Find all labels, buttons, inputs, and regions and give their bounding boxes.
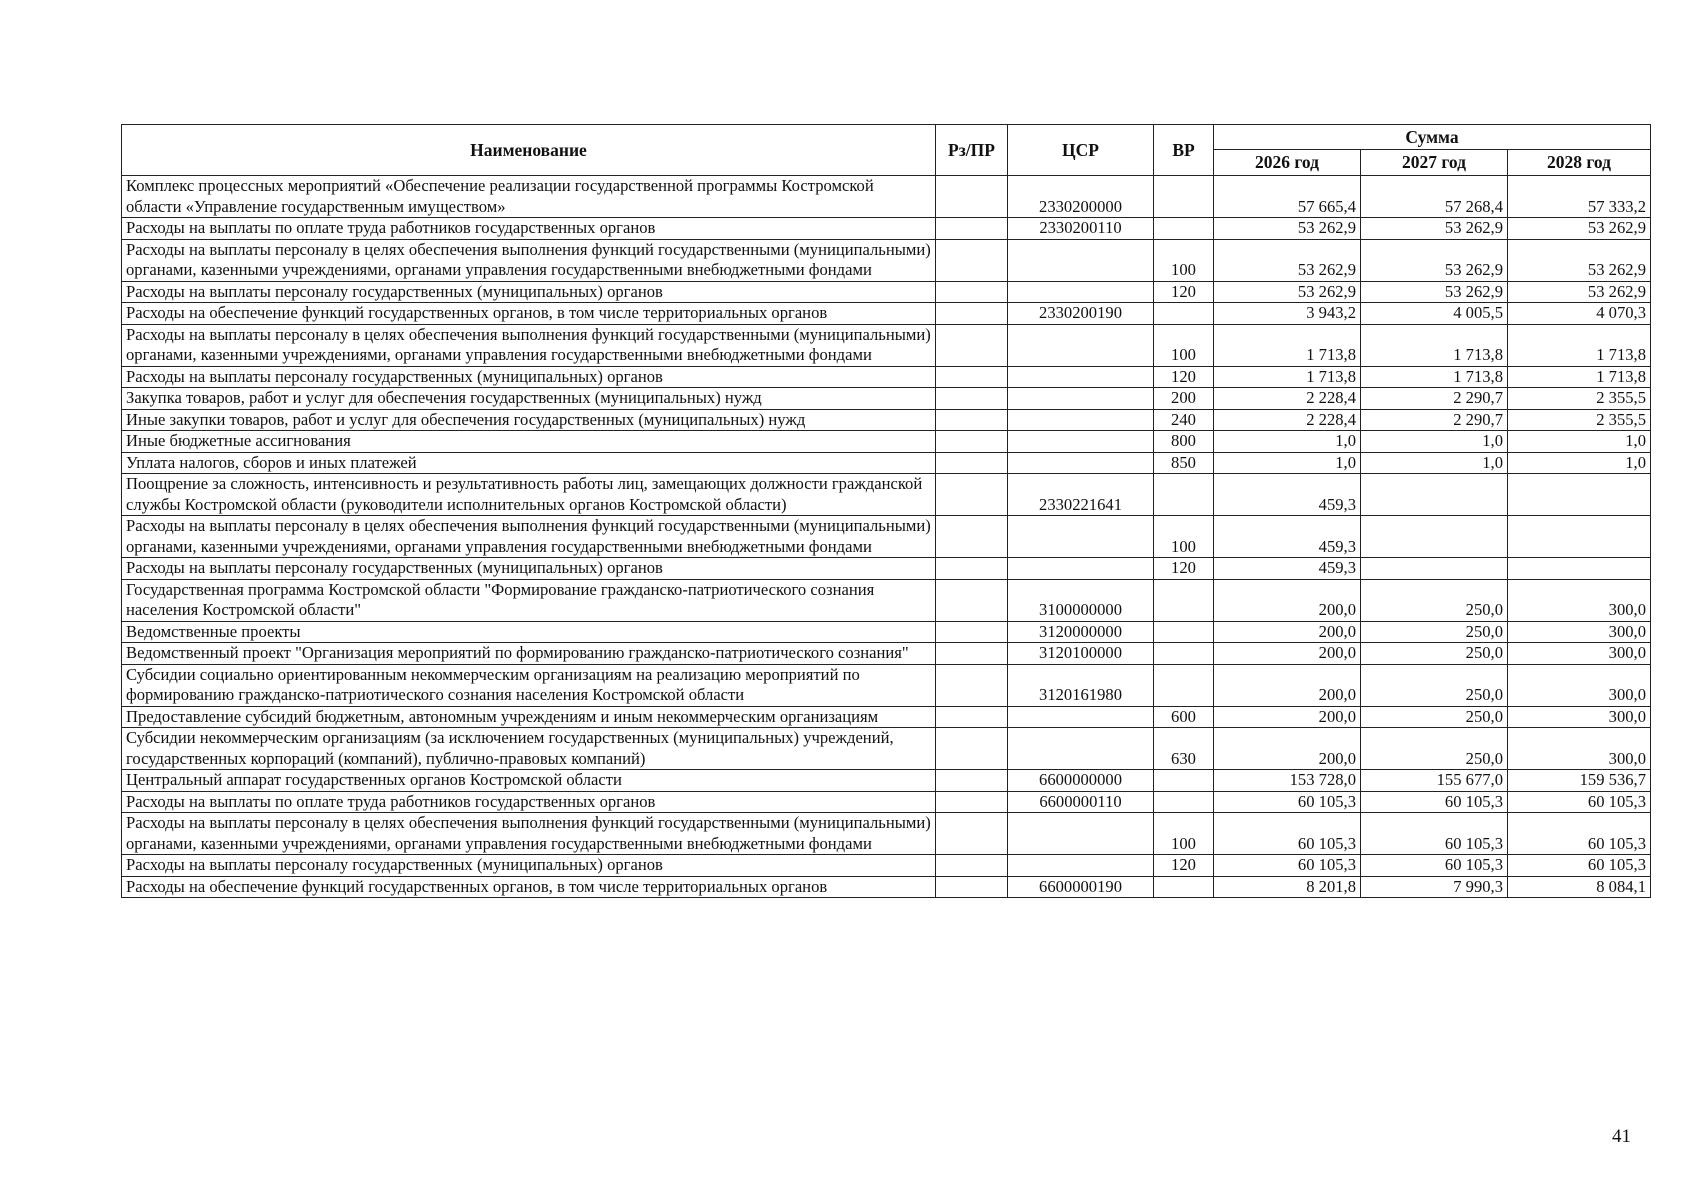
table-row <box>122 770 1651 792</box>
cell-vr <box>1154 643 1214 665</box>
cell-name: Расходы на выплаты персоналу государственных (муниципальных) органов <box>122 366 936 388</box>
cell-name: Уплата налогов, сборов и иных платежей <box>122 452 936 474</box>
cell-s2028: 300,0 <box>1508 643 1651 665</box>
table-row <box>122 579 1651 621</box>
table-row <box>122 643 1651 665</box>
cell-s2028: 300,0 <box>1508 621 1651 643</box>
cell-s2028: 300,0 <box>1508 728 1651 770</box>
table-row <box>122 452 1651 474</box>
cell-name: Расходы на обеспечение функций государственных органов, в том числе территориальных органов <box>122 876 936 898</box>
cell-name: Закупка товаров, работ и услуг для обеспечения государственных (муниципальных) нужд <box>122 388 936 410</box>
cell-s2027 <box>1361 474 1508 516</box>
cell-name: Центральный аппарат государственных органов Костромской области <box>122 770 936 792</box>
table-row <box>122 431 1651 453</box>
table-row <box>122 516 1651 558</box>
cell-csr: 6600000110 <box>1008 791 1154 813</box>
cell-name: Субсидии некоммерческим организациям (за исключением государственных (муниципальных) учреждений, государственных корпораций (компаний), публично-правовых компаний) <box>122 728 936 770</box>
cell-s2027: 60 105,3 <box>1361 791 1508 813</box>
cell-s2027: 250,0 <box>1361 664 1508 706</box>
cell-vr: 630 <box>1154 728 1214 770</box>
cell-name: Иные закупки товаров, работ и услуг для обеспечения государственных (муниципальных) нужд <box>122 409 936 431</box>
cell-s2027: 2 290,7 <box>1361 388 1508 410</box>
cell-name: Расходы на выплаты по оплате труда работников государственных органов <box>122 791 936 813</box>
cell-name: Расходы на выплаты персоналу государственных (муниципальных) органов <box>122 855 936 877</box>
cell-name: Расходы на выплаты персоналу в целях обеспечения выполнения функций государственными (муниципальными) органами, казенными учреждениями, органами управления государственными внебюджетными фондами <box>122 516 936 558</box>
cell-s2027: 250,0 <box>1361 643 1508 665</box>
cell-csr: 2330200110 <box>1008 218 1154 240</box>
cell-vr <box>1154 474 1214 516</box>
table-row <box>122 239 1651 281</box>
col-header-2028: 2028 год <box>1508 150 1651 176</box>
table-row <box>122 474 1651 516</box>
cell-s2027: 53 262,9 <box>1361 239 1508 281</box>
cell-name: Расходы на выплаты персоналу государственных (муниципальных) органов <box>122 558 936 580</box>
cell-s2028 <box>1508 474 1651 516</box>
cell-s2026: 459,3 <box>1214 558 1361 580</box>
cell-s2026: 1,0 <box>1214 431 1361 453</box>
cell-csr <box>1008 281 1154 303</box>
cell-s2028: 159 536,7 <box>1508 770 1651 792</box>
cell-vr: 120 <box>1154 281 1214 303</box>
cell-rzpr <box>936 409 1008 431</box>
cell-vr: 600 <box>1154 706 1214 728</box>
table-row <box>122 876 1651 898</box>
cell-rzpr <box>936 281 1008 303</box>
cell-rzpr <box>936 664 1008 706</box>
cell-vr <box>1154 770 1214 792</box>
cell-csr: 6600000000 <box>1008 770 1154 792</box>
cell-s2027: 7 990,3 <box>1361 876 1508 898</box>
cell-s2026: 60 105,3 <box>1214 855 1361 877</box>
cell-s2026: 53 262,9 <box>1214 239 1361 281</box>
cell-rzpr <box>936 558 1008 580</box>
cell-rzpr <box>936 388 1008 410</box>
col-header-csr: ЦСР <box>1008 125 1154 176</box>
cell-rzpr <box>936 431 1008 453</box>
cell-rzpr <box>936 516 1008 558</box>
cell-s2026: 2 228,4 <box>1214 388 1361 410</box>
cell-csr: 6600000190 <box>1008 876 1154 898</box>
cell-s2027: 1,0 <box>1361 431 1508 453</box>
table-row <box>122 324 1651 366</box>
col-header-rzpr: Рз/ПР <box>936 125 1008 176</box>
cell-rzpr <box>936 239 1008 281</box>
cell-vr <box>1154 876 1214 898</box>
cell-s2027: 1 713,8 <box>1361 366 1508 388</box>
cell-s2027: 1 713,8 <box>1361 324 1508 366</box>
cell-s2027: 60 105,3 <box>1361 813 1508 855</box>
cell-rzpr <box>936 579 1008 621</box>
cell-rzpr <box>936 324 1008 366</box>
cell-vr: 100 <box>1154 239 1214 281</box>
cell-csr <box>1008 728 1154 770</box>
cell-s2028: 1 713,8 <box>1508 366 1651 388</box>
cell-s2028: 300,0 <box>1508 579 1651 621</box>
cell-rzpr <box>936 876 1008 898</box>
cell-s2027: 4 005,5 <box>1361 303 1508 325</box>
cell-s2028: 300,0 <box>1508 706 1651 728</box>
cell-name: Расходы на выплаты персоналу государственных (муниципальных) органов <box>122 281 936 303</box>
cell-csr: 2330200000 <box>1008 176 1154 218</box>
cell-csr: 3120100000 <box>1008 643 1154 665</box>
cell-csr: 3120000000 <box>1008 621 1154 643</box>
cell-vr: 100 <box>1154 813 1214 855</box>
cell-csr: 3100000000 <box>1008 579 1154 621</box>
col-header-2026: 2026 год <box>1214 150 1361 176</box>
cell-rzpr <box>936 791 1008 813</box>
cell-csr <box>1008 452 1154 474</box>
cell-rzpr <box>936 770 1008 792</box>
cell-vr: 120 <box>1154 558 1214 580</box>
cell-s2026: 3 943,2 <box>1214 303 1361 325</box>
col-header-2027: 2027 год <box>1361 150 1508 176</box>
cell-vr <box>1154 579 1214 621</box>
cell-s2028: 2 355,5 <box>1508 388 1651 410</box>
col-header-sum: Сумма <box>1214 125 1651 150</box>
cell-name: Ведомственный проект "Организация мероприятий по формированию гражданско-патриотического сознания" <box>122 643 936 665</box>
cell-s2026: 1 713,8 <box>1214 324 1361 366</box>
cell-name: Ведомственные проекты <box>122 621 936 643</box>
cell-s2026: 2 228,4 <box>1214 409 1361 431</box>
table-row <box>122 813 1651 855</box>
cell-vr: 100 <box>1154 324 1214 366</box>
page-number: 41 <box>1612 1126 1631 1147</box>
cell-name: Иные бюджетные ассигнования <box>122 431 936 453</box>
cell-rzpr <box>936 474 1008 516</box>
cell-name: Расходы на выплаты по оплате труда работников государственных органов <box>122 218 936 240</box>
cell-s2027: 155 677,0 <box>1361 770 1508 792</box>
cell-vr: 100 <box>1154 516 1214 558</box>
cell-s2027: 250,0 <box>1361 579 1508 621</box>
budget-table <box>121 124 1651 898</box>
cell-csr <box>1008 855 1154 877</box>
cell-s2026: 200,0 <box>1214 579 1361 621</box>
cell-s2028: 1 713,8 <box>1508 324 1651 366</box>
cell-s2027: 53 262,9 <box>1361 281 1508 303</box>
cell-csr: 2330221641 <box>1008 474 1154 516</box>
cell-vr <box>1154 176 1214 218</box>
cell-vr: 120 <box>1154 855 1214 877</box>
table-row <box>122 706 1651 728</box>
cell-csr <box>1008 706 1154 728</box>
table-row <box>122 303 1651 325</box>
cell-vr: 120 <box>1154 366 1214 388</box>
cell-csr <box>1008 516 1154 558</box>
cell-csr <box>1008 324 1154 366</box>
cell-s2027 <box>1361 516 1508 558</box>
cell-rzpr <box>936 728 1008 770</box>
cell-s2026: 200,0 <box>1214 643 1361 665</box>
cell-s2026: 200,0 <box>1214 664 1361 706</box>
table-body <box>122 176 1651 898</box>
cell-vr <box>1154 303 1214 325</box>
cell-rzpr <box>936 813 1008 855</box>
cell-vr <box>1154 791 1214 813</box>
table-row <box>122 558 1651 580</box>
cell-s2027: 2 290,7 <box>1361 409 1508 431</box>
table-row <box>122 409 1651 431</box>
cell-name: Расходы на выплаты персоналу в целях обеспечения выполнения функций государственными (муниципальными) органами, казенными учреждениями, органами управления государственными внебюджетными фондами <box>122 239 936 281</box>
cell-rzpr <box>936 621 1008 643</box>
cell-s2027: 250,0 <box>1361 728 1508 770</box>
table-row <box>122 366 1651 388</box>
cell-s2027 <box>1361 558 1508 580</box>
cell-vr: 850 <box>1154 452 1214 474</box>
cell-s2027: 1,0 <box>1361 452 1508 474</box>
cell-rzpr <box>936 643 1008 665</box>
cell-s2027: 250,0 <box>1361 706 1508 728</box>
cell-name: Комплекс процессных мероприятий «Обеспечение реализации государственной программы Костромской области «Управление государственным имуществом» <box>122 176 936 218</box>
table-header <box>122 125 1651 176</box>
cell-name: Поощрение за сложность, интенсивность и результативность работы лиц, замещающих должности гражданской службы Костромской области (руководители исполнительных органов Костромской области) <box>122 474 936 516</box>
cell-rzpr <box>936 218 1008 240</box>
cell-s2026: 57 665,4 <box>1214 176 1361 218</box>
table-row <box>122 176 1651 218</box>
cell-s2028: 4 070,3 <box>1508 303 1651 325</box>
cell-s2028: 60 105,3 <box>1508 791 1651 813</box>
cell-csr <box>1008 558 1154 580</box>
cell-rzpr <box>936 303 1008 325</box>
cell-csr <box>1008 366 1154 388</box>
cell-csr <box>1008 431 1154 453</box>
col-header-vr: ВР <box>1154 125 1214 176</box>
cell-s2028: 1,0 <box>1508 452 1651 474</box>
cell-rzpr <box>936 176 1008 218</box>
cell-s2028: 53 262,9 <box>1508 218 1651 240</box>
cell-vr: 240 <box>1154 409 1214 431</box>
table-row <box>122 728 1651 770</box>
cell-rzpr <box>936 452 1008 474</box>
cell-s2026: 200,0 <box>1214 706 1361 728</box>
cell-s2028: 60 105,3 <box>1508 855 1651 877</box>
col-header-name: Наименование <box>122 125 936 176</box>
cell-s2028: 53 262,9 <box>1508 239 1651 281</box>
table-row <box>122 218 1651 240</box>
cell-s2027: 57 268,4 <box>1361 176 1508 218</box>
cell-vr <box>1154 621 1214 643</box>
cell-s2027: 60 105,3 <box>1361 855 1508 877</box>
cell-csr: 2330200190 <box>1008 303 1154 325</box>
cell-csr <box>1008 409 1154 431</box>
cell-s2026: 60 105,3 <box>1214 791 1361 813</box>
cell-s2028: 1,0 <box>1508 431 1651 453</box>
table-row <box>122 855 1651 877</box>
cell-s2028: 57 333,2 <box>1508 176 1651 218</box>
table-row <box>122 664 1651 706</box>
cell-vr <box>1154 218 1214 240</box>
cell-s2026: 200,0 <box>1214 621 1361 643</box>
cell-s2028: 2 355,5 <box>1508 409 1651 431</box>
cell-csr: 3120161980 <box>1008 664 1154 706</box>
cell-rzpr <box>936 855 1008 877</box>
cell-rzpr <box>936 366 1008 388</box>
cell-name: Государственная программа Костромской области "Формирование гражданско-патриотического сознания населения Костромской области" <box>122 579 936 621</box>
cell-s2026: 1,0 <box>1214 452 1361 474</box>
cell-name: Предоставление субсидий бюджетным, автономным учреждениям и иным некоммерческим организациям <box>122 706 936 728</box>
cell-rzpr <box>936 706 1008 728</box>
cell-s2026: 53 262,9 <box>1214 218 1361 240</box>
cell-s2026: 1 713,8 <box>1214 366 1361 388</box>
cell-s2028 <box>1508 558 1651 580</box>
table-row <box>122 281 1651 303</box>
cell-s2026: 459,3 <box>1214 516 1361 558</box>
cell-s2028 <box>1508 516 1651 558</box>
cell-name: Расходы на выплаты персоналу в целях обеспечения выполнения функций государственными (муниципальными) органами, казенными учреждениями, органами управления государственными внебюджетными фондами <box>122 813 936 855</box>
cell-name: Расходы на выплаты персоналу в целях обеспечения выполнения функций государственными (муниципальными) органами, казенными учреждениями, органами управления государственными внебюджетными фондами <box>122 324 936 366</box>
cell-vr: 800 <box>1154 431 1214 453</box>
cell-s2028: 60 105,3 <box>1508 813 1651 855</box>
table-row <box>122 791 1651 813</box>
table-row <box>122 621 1651 643</box>
cell-csr <box>1008 239 1154 281</box>
cell-name: Расходы на обеспечение функций государственных органов, в том числе территориальных органов <box>122 303 936 325</box>
cell-s2026: 200,0 <box>1214 728 1361 770</box>
cell-csr <box>1008 813 1154 855</box>
cell-s2026: 60 105,3 <box>1214 813 1361 855</box>
cell-s2026: 8 201,8 <box>1214 876 1361 898</box>
cell-s2028: 53 262,9 <box>1508 281 1651 303</box>
cell-s2027: 53 262,9 <box>1361 218 1508 240</box>
cell-s2026: 459,3 <box>1214 474 1361 516</box>
cell-csr <box>1008 388 1154 410</box>
cell-s2027: 250,0 <box>1361 621 1508 643</box>
cell-s2026: 53 262,9 <box>1214 281 1361 303</box>
cell-name: Субсидии социально ориентированным некоммерческим организациям на реализацию мероприятий по формированию гражданско-патриотического сознания населения Костромской области <box>122 664 936 706</box>
cell-s2026: 153 728,0 <box>1214 770 1361 792</box>
cell-s2028: 300,0 <box>1508 664 1651 706</box>
cell-vr: 200 <box>1154 388 1214 410</box>
table-row <box>122 388 1651 410</box>
cell-s2028: 8 084,1 <box>1508 876 1651 898</box>
cell-vr <box>1154 664 1214 706</box>
